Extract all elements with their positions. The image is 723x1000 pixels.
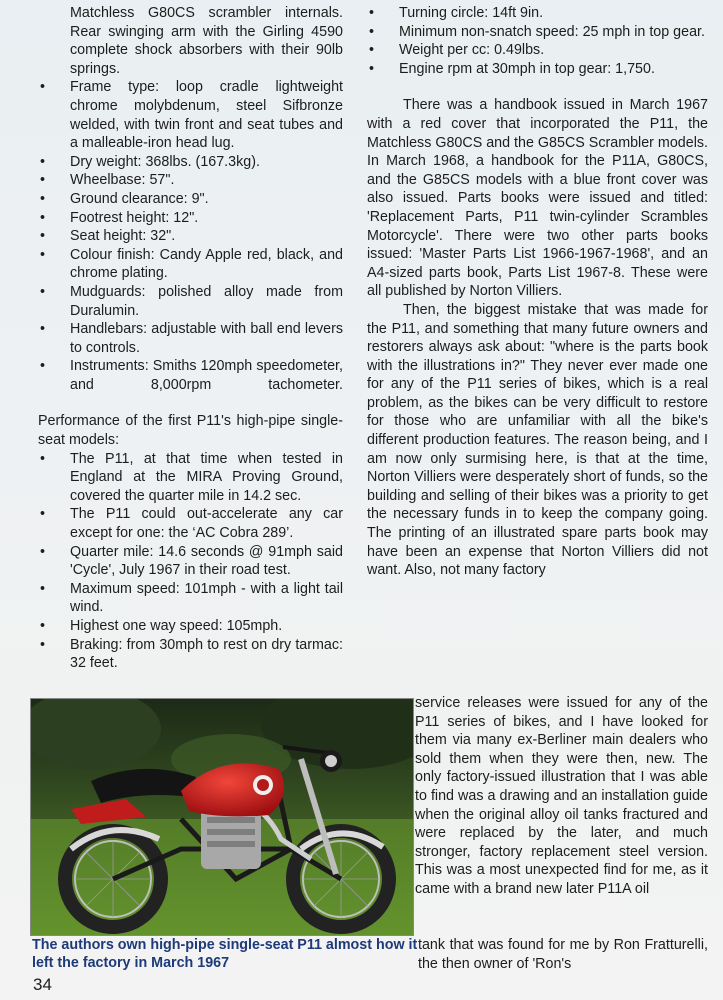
list-item: • The P11 could out-accelerate any car except for one: the ‘AC Cobra 289’.: [38, 505, 343, 542]
list-item: • Highest one way speed: 105mph.: [38, 617, 343, 636]
list-item: • Braking: from 30mph to rest on dry tarmac: 32 feet.: [38, 636, 343, 673]
motorcycle-image: [31, 699, 413, 935]
body-paragraph: service releases were issued for any of the P11 series of bikes, and I have looked for them via many ex-Berliner main dealers who sold them when they were then, new. The only factory-issued illustration that I was able to find was a drawing and an installation guide when the original alloy oil tanks fractured and were replaced by the later, and much stronger, factory replacement steel version. This was a most unexpected find for me, as it came with a brand new later P11A oil: [415, 695, 708, 897]
body-paragraph: Then, the biggest mistake that was made for the P11, and something that many future owners and restorers always ask about: "where is the parts book with the illustrations in?" They never ever made one for any of the P11 series of bikes, which is a real problem, as the bikes can be very difficult to restore for those who are unfamiliar with all the bike's different production features. The reason being, and I am now only surmising here, is that at the time, Norton Villiers were desperately short of funds, so the building and selling of their bikes was a priority to get the necessary funds in to keep the company going. The printing of an illustrated spare parts book may have been an expense that Norton Villiers did not want. Also, not many factory: [367, 301, 708, 579]
intro-continuation: Matchless G80CS scrambler internals. Rear swinging arm with the Girling 4590 complete shock absorbers with their 90lb springs.: [70, 5, 343, 77]
list-item: • Handlebars: adjustable with ball end levers to controls.: [38, 320, 343, 357]
list-item: • Quarter mile: 14.6 seconds @ 91mph said 'Cycle', July 1967 in their road test.: [38, 543, 343, 580]
spec-list-continued: [367, 4, 708, 78]
body-paragraph-narrow: [415, 694, 708, 899]
list-item: • Weight per cc: 0.49lbs.: [367, 41, 708, 60]
body-paragraph: tank that was found for me by Ron Fratturelli, the then owner of 'Ron's: [418, 937, 708, 972]
list-item: • Wheelbase: 57".: [38, 171, 343, 190]
list-item: • Dry weight: 368lbs. (167.3kg).: [38, 153, 343, 172]
performance-list: [38, 450, 343, 673]
list-item: • Colour finish: Candy Apple red, black, and chrome plating.: [38, 246, 343, 283]
page-number: 34: [33, 975, 52, 994]
body-paragraph: There was a handbook issued in March 1967 with a red cover that incorporated the P11, the Matchless G80CS and the G85CS Scrambler models. In March 1968, a handbook for the P11A, G80CS, and the G85CS models with a blue front cover was also issued. Parts books were issued and titled: 'Replacement Parts, P11 twin-cylinder Scrambles Motorcycle'. There were two other parts books issued: 'Master Parts List 1966-1967-1968', and an A4-sized parts book, Parts List 1967-8. These were all published by Norton Villiers.: [367, 97, 708, 300]
list-item: • Maximum speed: 101mph - with a light tail wind.: [38, 580, 343, 617]
photo-caption: The authors own high-pipe single-seat P11 almost how it left the factory in March 1967: [32, 937, 418, 971]
right-column: [367, 4, 708, 580]
list-item: • The P11, at that time when tested in England at the MIRA Proving Ground, covered the quarter mile in 14.2 sec.: [38, 450, 343, 506]
left-column: [38, 4, 343, 673]
motorcycle-photo: [30, 698, 414, 936]
performance-heading: Performance of the first P11's high-pipe single-seat models:: [38, 413, 343, 449]
list-item: • Engine rpm at 30mph in top gear: 1,750.: [367, 60, 708, 79]
spec-list: [38, 78, 343, 394]
list-item: • Frame type: loop cradle lightweight chrome molybdenum, steel Sifbronze welded, with twin front and seat tubes and a malleable-iron head lug.: [38, 78, 343, 152]
list-item: • Turning circle: 14ft 9in.: [367, 4, 708, 23]
list-item: • Footrest height: 12".: [38, 209, 343, 228]
list-item: • Mudguards: polished alloy made from Duralumin.: [38, 283, 343, 320]
body-paragraph-tail: [418, 936, 708, 973]
list-item: • Ground clearance: 9".: [38, 190, 343, 209]
list-item: • Instruments: Smiths 120mph speedometer, and 8,000rpm tachometer.: [38, 357, 343, 394]
list-item: • Minimum non-snatch speed: 25 mph in top gear.: [367, 23, 708, 42]
list-item: • Seat height: 32".: [38, 227, 343, 246]
